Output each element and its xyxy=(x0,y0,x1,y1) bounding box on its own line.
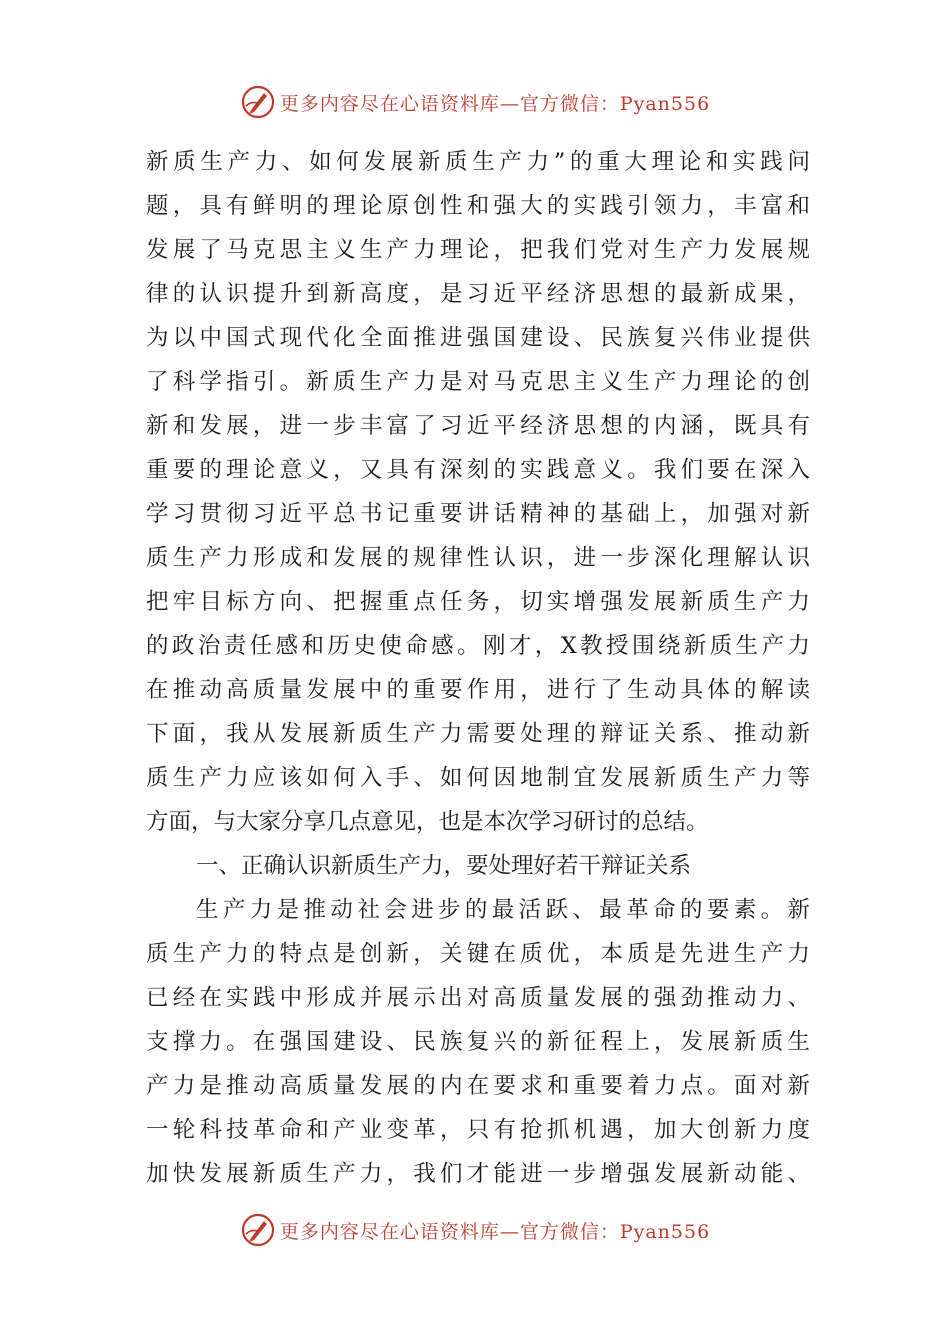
footer-banner xyxy=(0,1208,950,1252)
header-banner xyxy=(0,80,950,124)
section-heading: 一、正确认识新质生产力，要处理好若干辩证关系 xyxy=(196,853,692,879)
body-line: 产力是推动高质量发展的内在要求和重要着力点。面对新 xyxy=(146,1073,810,1099)
body-line: 了科学指引。新质生产力是对马克思主义生产力理论的创 xyxy=(146,369,810,395)
body-line: 质生产力形成和发展的规律性认识，进一步深化理解认识 xyxy=(146,545,810,571)
body-line: 质生产力的特点是创新，关键在质优，本质是先进生产力 xyxy=(146,941,810,967)
body-line: 一轮科技革命和产业变革，只有抢抓机遇，加大创新力度 xyxy=(146,1117,810,1143)
pen-nib-logo-icon xyxy=(240,84,276,120)
body-line: 律的认识提升到新高度，是习近平经济思想的最新成果， xyxy=(146,281,810,307)
body-line: 学习贯彻习近平总书记重要讲话精神的基础上，加强对新 xyxy=(146,501,810,527)
body-line: 新和发展，进一步丰富了习近平经济思想的内涵，既具有 xyxy=(146,413,810,439)
body-line: 题，具有鲜明的理论原创性和强大的实践引领力，丰富和 xyxy=(146,193,810,219)
body-line: 加快发展新质生产力，我们才能进一步增强发展新动能、 xyxy=(146,1161,810,1187)
body-line: 下面，我从发展新质生产力需要处理的辩证关系、推动新 xyxy=(146,721,810,747)
body-line: 为以中国式现代化全面推进强国建设、民族复兴伟业提供 xyxy=(146,325,810,351)
body-line: 在推动高质量发展中的重要作用，进行了生动具体的解读 xyxy=(146,677,810,703)
body-line: 重要的理论意义，又具有深刻的实践意义。我们要在深入 xyxy=(146,457,810,483)
pen-nib-logo-icon xyxy=(240,1212,276,1248)
body-line: 把牢目标方向、把握重点任务，切实增强发展新质生产力 xyxy=(146,589,810,615)
body-line: 发展了马克思主义生产力理论，把我们党对生产力发展规 xyxy=(146,237,810,263)
body-line: 的政治责任感和历史使命感。刚才，X教授围绕新质生产力 xyxy=(146,633,810,659)
footer-banner-text: 更多内容尽在心语资料库—官方微信：Pyan556 xyxy=(279,1220,711,1243)
body-line: 质生产力应该如何入手、如何因地制宜发展新质生产力等 xyxy=(146,765,810,791)
body-line: 生产力是推动社会进步的最活跃、最革命的要素。新 xyxy=(196,897,810,923)
body-line: 新质生产力、如何发展新质生产力”的重大理论和实践问 xyxy=(146,149,810,175)
header-banner-text: 更多内容尽在心语资料库—官方微信：Pyan556 xyxy=(279,92,711,115)
document-body xyxy=(146,140,810,1196)
body-line: 支撑力。在强国建设、民族复兴的新征程上，发展新质生 xyxy=(146,1029,810,1055)
body-line: 方面，与大家分享几点意见，也是本次学习研讨的总结。 xyxy=(146,809,709,835)
body-line: 已经在实践中形成并展示出对高质量发展的强劲推动力、 xyxy=(146,985,810,1011)
